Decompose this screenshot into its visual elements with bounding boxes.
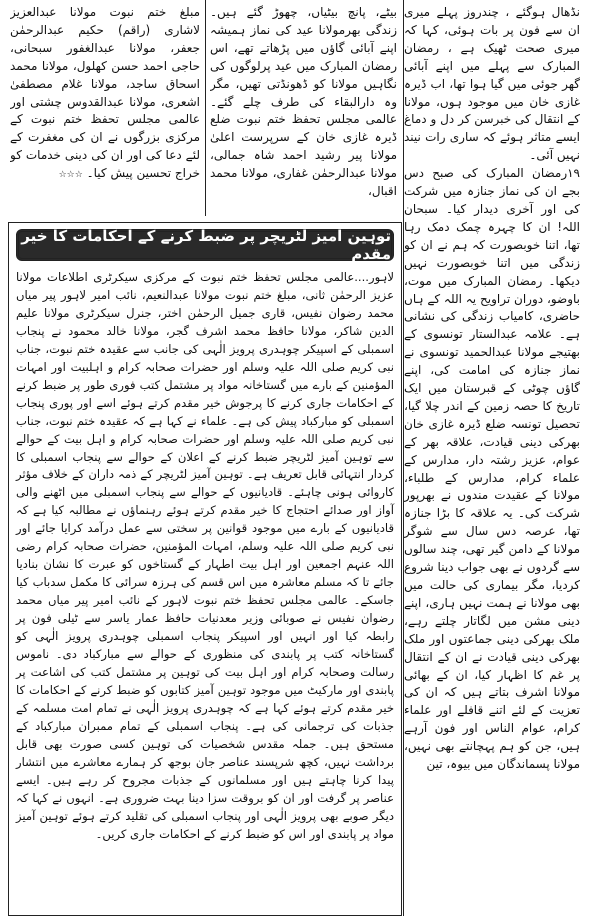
column-left [10, 4, 200, 216]
column-middle [210, 4, 397, 216]
column-left-paragraph: مبلغ ختم نبوت مولانا عبدالعزیز لاشاری (راقم) حکیم عبدالرحمٰن جعفر، مولانا عبدالغفور سبحانی، حاجی احمد حسن کھلول، مولانا محمد اسحاق ساجد، مولانا غلام مصطفیٰ اشعری، مولانا عبدالقدوس چشتی اور عالمی مجلس تحفظ ختم نبوت کے مرکزی بزرگوں نے ان کی مغفرت کے لئے دعا کی اور ان کی دینی خدمات کو خراج تحسین پیش کیا۔ ☆☆☆ [10, 5, 200, 181]
news-article-box [8, 222, 402, 916]
end-marks: ☆☆☆ [58, 170, 83, 181]
column-right [404, 4, 580, 916]
column-right-paragraph-1: نڈھال ہوگئے ، چندروز پہلے میری ان سے فون پر بات ہوئی، کہا کہ میری صحت ٹھیک ہے ، رمضان المبارک سے پہلے میں اپنے آبائی گھر جوئی میں گیا ہوا تھا، اب ڈیرہ غازی خان میں موجود ہوں، مولانا کے انتقال کی خبرسن کر دل و دماغ ایسے متاثر ہوئے کہ ساری رات نیند نہیں آئی۔ [404, 5, 580, 163]
article-headline: توہین آمیز لٹریچر پر ضبط کرنے کے احکامات کا خیر مقدم [16, 229, 394, 261]
column-middle-paragraph: بیٹے، پانچ بیٹیاں، چھوڑ گئے ہیں۔ زندگی بھرمولانا عید کی نماز ہمیشہ اپنے آبائی گاؤں میں پڑھاتے تھے، اس رمضان المبارک میں عید پرلوگوں کی نگاہیں مولانا کو ڈھونڈتی تھیں، مگر وہ دارالبقاء کی طرف چلے گئے۔ عالمی مجلس تحفظ ختم نبوت ضلع ڈیرہ غازی خان کے سرپرست اعلیٰ مولانا پیر رشید احمد شاہ جمالی، مولانا عبدالرحمٰن غفاری، مولانا محمد اقبال، [210, 5, 397, 199]
column-right-paragraph-2: ۱۹رمضان المبارک کی صبح دس بجے ان کی نماز جنازہ میں شرکت کی اور آخری دیدار کیا۔ سبحان اللہ! ان کا چہرہ چمک دمک رہا تھا، اتنا خوبصورت کہ ہم نے ان کو زندگی میں اتنا خوبصورت نہیں دیکھا۔ رمضان المبارک میں موت، باوضو، دوران تراویح یہ اللہ کے ہاں حاضری، کامیاب زندگی کی نشانی ہے۔ علامہ عبدالستار تونسوی کے بھتیجے مولانا عبدالحمید تونسوی نے نماز جنازہ کی امامت کی، اپنے گاؤں چوٹی کے قبرستان میں ایک تاریخ کا حصہ زمین کے اندر چلا گیا، تحصیل تونسہ ضلع ڈیرہ غازی خان بھرکی دینی قیادت، علاقہ بھر کے عوام، عزیز رشتہ دار، مدارس کے علماء کرام، مدارس کے طلباء، مولانا کے عقیدت مندوں نے بھرپور شرکت کی۔ یہ علاقہ کا بڑا جنازہ تھا، عرصہ دس سال سے شوگر مولانا کے دامن گیر تھی، چند سالوں سے گردوں نے بھی جواب دینا شروع کردیا، مگر بیماری کی حالت میں بھی مولانا نے ہمت نہیں ہاری، اپنے دینی مشن میں لگاتار چلتے رہے، ملک بھرکی دینی جماعتوں اور ملک بھرکی دینی قیادت نے ان کے انتقال پر غم کا اظہار کیا، ان کے بھائی مولانا اشرف بتاتے ہیں کہ ان کی تعزیت کے لئے اتنے قافلے اور علماء کرام، عوام الناس اور فون آرہے ہیں، جن کو ہم پہچانتے بھی نہیں، مولانا پسماندگان میں بیوہ، تین [404, 166, 580, 772]
column-divider [403, 0, 404, 916]
article-body: لاہور....عالمی مجلس تحفظ ختم نبوت کے مرکزی سیکرٹری اطلاعات مولانا عزیز الرحمٰن ثانی، مبلغ ختم نبوت مولانا عبدالنعیم، نائب امیر لاہور پیر میاں محمد رضوان نفیس، قاری جمیل الرحمٰن اختر، جنرل سیکرٹری مولانا علیم الدین شاکر، مولانا حافظ محمد اشرف گجر، مولانا خالد محمود نے پنجاب اسمبلی کے اسپیکر چوہدری پرویز الٰہی کی جانب سے عقیدہ ختم نبوت، جناب نبی کریم صلی اللہ علیہ وسلم اور حضرات صحابہ کرام و اہلبیت اور امہات المؤمنین کے بارے میں گستاخانہ مواد پر مشتمل کتب فوری طور پر ضبط کرنے کے احکامات جاری کرنے کا پرجوش خیر مقدم کرتے ہوئے اسے اور پوری پنجاب اسمبلی کو مبارکباد پیش کی ہے۔ علماء نے کہا ہے کہ عقیدہ ختم نبوت، جناب نبی کریم صلی اللہ علیہ وسلم اور حضرات صحابہ کرام و اہل بیت کے حوالے سے توہین آمیز لٹریچر ضبط کرنے کے اعلان کے حوالے سے پنجاب اسمبلی کا کردار انتہائی قابل تعریف ہے۔ توہین آمیز لٹریچر کے ذمہ داران کے خلاف مؤثر کاروائی ہونی چاہئے۔ قادیانیوں کے حوالے سے پنجاب اسمبلی میں اٹھنے والی آواز اور صدائے احتجاج کا خیر مقدم کرتے ہوئے رہنماؤں نے مطالبہ کیا ہے کہ قادیانیوں کے بارے میں موجود قوانین پر سختی سے عمل درآمد کرایا جائے اور نبی کریم صلی اللہ علیہ وسلم، امہات المؤمنین، حضرات صحابہ کرام رضی اللہ عنہم اجمعین اور اہل بیت اطہار کے گستاخوں کو عبرت کا نشان بنادیا جائے تا کہ مسلم معاشرہ میں اس قسم کی ہرزہ سرائی کا مکمل سدباب کیا جاسکے۔ عالمی مجلس تحفظ ختم نبوت لاہور کے نائب امیر پیر میاں محمد رضوان نفیس نے صوبائی وزیر معدنیات حافظ عمار یاسر سے ٹیلی فون پر رابطہ کیا اور انہیں اور اسپیکر پنجاب اسمبلی چوہدری پرویز الٰہی کو گستاخانہ کتب پر پابندی کی منظوری کے حوالے سے مبارکباد دی۔ ناموس رسالت وصحابہ کرام اور اہل بیت کی توہین پر مشتمل کتب کی اشاعت پر پابندی اور مارکیٹ میں موجود توہین آمیز کتابوں کو ضبط کرنے کے احکامات کا خیر مقدم کرتے ہوئے کہا ہے کہ چوہدری پرویز الٰہی نے تمام امت مسلمہ کے جذبات کی ترجمانی کی ہے۔ پنجاب اسمبلی کے تمام ممبران مبارکباد کے مستحق ہیں۔ جملہ مقدس شخصیات کی توہین کسی صورت بھی قابل برداشت نہیں، کچھ شرپسند عناصر جان بوجھ کر ہمارے معاشرے میں انتشار پیدا کرنا چاہتے ہیں اور مسلمانوں کے جذبات مجروح کر رہے ہیں۔ ایسے عناصر پر گرفت اور ان کو بروقت سزا دینا بہت ضروری ہے۔ انہوں نے کہا کہ دیگر صوبے بھی پرویز الٰہی اور پنجاب اسمبلی کی تقلید کرتے ہوئے توہین آمیز مواد پر پابندی اور اس کو ضبط کرنے کے احکامات جاری کریں۔ [16, 270, 394, 841]
column-divider [205, 0, 206, 216]
